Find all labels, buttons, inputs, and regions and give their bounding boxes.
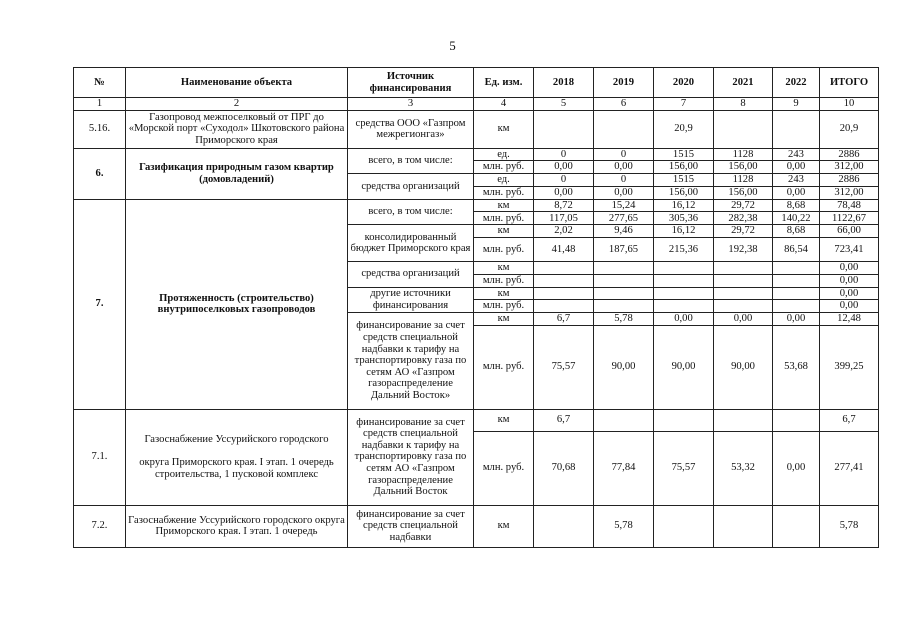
total-cell: 78,48 <box>820 199 879 212</box>
value-cell: 90,00 <box>654 325 714 409</box>
value-cell: 1128 <box>714 148 773 161</box>
value-cell: 156,00 <box>654 186 714 199</box>
object-name <box>126 409 348 505</box>
value-cell: 215,36 <box>654 237 714 261</box>
unit: млн. руб. <box>474 237 534 261</box>
value-cell: 0,00 <box>773 313 820 326</box>
unit: млн. руб. <box>474 186 534 199</box>
value-cell <box>773 274 820 287</box>
total-cell: 2886 <box>820 174 879 187</box>
value-cell <box>534 287 594 300</box>
value-cell <box>534 300 594 313</box>
value-cell <box>534 110 594 148</box>
value-cell: 29,72 <box>714 199 773 212</box>
value-cell: 90,00 <box>594 325 654 409</box>
value-cell: 156,00 <box>714 186 773 199</box>
total-cell: 66,00 <box>820 225 879 238</box>
value-cell <box>534 274 594 287</box>
total-cell: 6,7 <box>820 409 879 431</box>
unit: км <box>474 225 534 238</box>
object-name: Газопровод межпоселковый от ПРГ до «Морской порт «Суходол» Шкотовского района Приморского края <box>126 110 348 148</box>
unit: млн. руб. <box>474 274 534 287</box>
value-cell <box>594 287 654 300</box>
value-cell: 75,57 <box>654 431 714 505</box>
unit: млн. руб. <box>474 161 534 174</box>
value-cell: 0 <box>534 148 594 161</box>
unit: млн. руб. <box>474 300 534 313</box>
value-cell: 9,46 <box>594 225 654 238</box>
total-cell: 20,9 <box>820 110 879 148</box>
value-cell: 86,54 <box>773 237 820 261</box>
page-number: 5 <box>449 38 456 53</box>
value-cell: 1515 <box>654 174 714 187</box>
total-cell: 0,00 <box>820 287 879 300</box>
row-number: 7. <box>74 199 126 409</box>
value-cell: 8,68 <box>773 199 820 212</box>
data-table <box>73 67 879 548</box>
value-cell <box>534 505 594 547</box>
value-cell: 53,68 <box>773 325 820 409</box>
value-cell: 0 <box>594 174 654 187</box>
value-cell: 277,65 <box>594 212 654 225</box>
value-cell <box>714 409 773 431</box>
header-cell: 2020 <box>654 68 714 98</box>
col-number: 10 <box>820 98 879 111</box>
unit: ед. <box>474 174 534 187</box>
value-cell <box>594 300 654 313</box>
value-cell: 0,00 <box>594 186 654 199</box>
header-cell: Наименование объекта <box>126 68 348 98</box>
value-cell <box>714 274 773 287</box>
value-cell <box>594 110 654 148</box>
value-cell <box>534 261 594 274</box>
total-cell: 0,00 <box>820 274 879 287</box>
value-cell <box>654 505 714 547</box>
value-cell: 5,78 <box>594 313 654 326</box>
unit: км <box>474 261 534 274</box>
value-cell: 15,24 <box>594 199 654 212</box>
header-cell: 2022 <box>773 68 820 98</box>
object-name-line: округа Приморского края. I этап. 1 очередь строительства, 1 пусковой комплекс <box>139 456 334 480</box>
value-cell <box>714 261 773 274</box>
unit: млн. руб. <box>474 431 534 505</box>
value-cell: 187,65 <box>594 237 654 261</box>
total-cell: 0,00 <box>820 300 879 313</box>
col-number: 5 <box>534 98 594 111</box>
header-cell: Ед. изм. <box>474 68 534 98</box>
value-cell: 140,22 <box>773 212 820 225</box>
funding-source: средства ООО «Газпром межрегионгаз» <box>348 110 474 148</box>
value-cell: 156,00 <box>714 161 773 174</box>
unit: км <box>474 409 534 431</box>
value-cell <box>714 505 773 547</box>
col-number: 9 <box>773 98 820 111</box>
total-cell: 312,00 <box>820 186 879 199</box>
value-cell <box>714 110 773 148</box>
total-cell: 312,00 <box>820 161 879 174</box>
value-cell: 282,38 <box>714 212 773 225</box>
value-cell: 1515 <box>654 148 714 161</box>
value-cell: 20,9 <box>654 110 714 148</box>
value-cell <box>654 261 714 274</box>
value-cell <box>773 110 820 148</box>
value-cell: 1128 <box>714 174 773 187</box>
value-cell: 0 <box>594 148 654 161</box>
unit: км <box>474 110 534 148</box>
unit: млн. руб. <box>474 212 534 225</box>
value-cell: 2,02 <box>534 225 594 238</box>
header-row <box>74 68 879 98</box>
table-row <box>74 110 879 148</box>
value-cell: 41,48 <box>534 237 594 261</box>
total-cell: 0,00 <box>820 261 879 274</box>
value-cell <box>654 300 714 313</box>
value-cell: 90,00 <box>714 325 773 409</box>
value-cell: 8,72 <box>534 199 594 212</box>
funding-source: другие источники финансирования <box>348 287 474 313</box>
value-cell: 0,00 <box>773 431 820 505</box>
value-cell <box>594 274 654 287</box>
value-cell <box>594 409 654 431</box>
object-name: Газификация природным газом квартир (домовладений) <box>126 148 348 199</box>
col-number: 6 <box>594 98 654 111</box>
value-cell <box>773 300 820 313</box>
value-cell <box>773 409 820 431</box>
column-number-row <box>74 98 879 111</box>
value-cell: 29,72 <box>714 225 773 238</box>
unit: км <box>474 505 534 547</box>
header-cell: Источник финансирования <box>348 68 474 98</box>
value-cell <box>594 261 654 274</box>
value-cell: 0,00 <box>773 161 820 174</box>
value-cell: 6,7 <box>534 409 594 431</box>
value-cell <box>654 287 714 300</box>
value-cell: 77,84 <box>594 431 654 505</box>
header-cell: ИТОГО <box>820 68 879 98</box>
funding-source: всего, в том числе: <box>348 148 474 174</box>
value-cell: 75,57 <box>534 325 594 409</box>
value-cell: 5,78 <box>594 505 654 547</box>
total-cell: 399,25 <box>820 325 879 409</box>
value-cell: 192,38 <box>714 237 773 261</box>
header-cell: 2021 <box>714 68 773 98</box>
funding-source: средства организаций <box>348 261 474 287</box>
table-row <box>74 409 879 431</box>
value-cell: 243 <box>773 148 820 161</box>
value-cell: 53,32 <box>714 431 773 505</box>
value-cell <box>773 505 820 547</box>
value-cell: 6,7 <box>534 313 594 326</box>
funding-source: финансирование за счет средств специальной надбавки <box>348 505 474 547</box>
total-cell: 277,41 <box>820 431 879 505</box>
funding-source: финансирование за счет средств специальной надбавки к тарифу на транспортировку газа по сетям АО «Газпром газораспределение Дальний Восток <box>348 409 474 505</box>
total-cell: 12,48 <box>820 313 879 326</box>
value-cell: 70,68 <box>534 431 594 505</box>
value-cell <box>773 287 820 300</box>
header-cell: 2019 <box>594 68 654 98</box>
value-cell: 0,00 <box>534 186 594 199</box>
col-number: 4 <box>474 98 534 111</box>
unit: км <box>474 313 534 326</box>
value-cell: 117,05 <box>534 212 594 225</box>
total-cell: 723,41 <box>820 237 879 261</box>
table-row <box>74 148 879 161</box>
unit: км <box>474 199 534 212</box>
funding-source: консолидированный бюджет Приморского края <box>348 225 474 262</box>
value-cell: 8,68 <box>773 225 820 238</box>
object-name: Газоснабжение Уссурийского городского округа Приморского края. I этап. 1 очередь <box>126 505 348 547</box>
funding-source: средства организаций <box>348 174 474 200</box>
value-cell: 16,12 <box>654 199 714 212</box>
value-cell: 0,00 <box>534 161 594 174</box>
object-name: Протяженность (строительство) внутрипоселковых газопроводов <box>126 199 348 409</box>
value-cell <box>654 409 714 431</box>
value-cell <box>714 287 773 300</box>
col-number: 1 <box>74 98 126 111</box>
col-number: 8 <box>714 98 773 111</box>
value-cell: 0,00 <box>654 313 714 326</box>
value-cell: 0,00 <box>594 161 654 174</box>
table-row <box>74 505 879 547</box>
funding-source: всего, в том числе: <box>348 199 474 225</box>
unit: ед. <box>474 148 534 161</box>
col-number: 7 <box>654 98 714 111</box>
value-cell <box>654 274 714 287</box>
row-number: 7.1. <box>74 409 126 505</box>
value-cell: 305,36 <box>654 212 714 225</box>
value-cell: 0,00 <box>714 313 773 326</box>
header-cell: № <box>74 68 126 98</box>
header-cell: 2018 <box>534 68 594 98</box>
total-cell: 1122,67 <box>820 212 879 225</box>
total-cell: 2886 <box>820 148 879 161</box>
row-number: 5.16. <box>74 110 126 148</box>
unit: км <box>474 287 534 300</box>
total-cell: 5,78 <box>820 505 879 547</box>
value-cell: 156,00 <box>654 161 714 174</box>
col-number: 3 <box>348 98 474 111</box>
row-number: 6. <box>74 148 126 199</box>
value-cell <box>714 300 773 313</box>
value-cell: 0 <box>534 174 594 187</box>
row-number: 7.2. <box>74 505 126 547</box>
unit: млн. руб. <box>474 325 534 409</box>
value-cell: 243 <box>773 174 820 187</box>
funding-source: финансирование за счет средств специальной надбавки к тарифу на транспортировку газа по сетям АО «Газпром газораспределение Дальний Восток» <box>348 313 474 410</box>
value-cell <box>773 261 820 274</box>
value-cell: 0,00 <box>773 186 820 199</box>
object-name-line: Газоснабжение Уссурийского городского <box>144 434 329 446</box>
value-cell: 16,12 <box>654 225 714 238</box>
col-number: 2 <box>126 98 348 111</box>
table-row <box>74 199 879 212</box>
